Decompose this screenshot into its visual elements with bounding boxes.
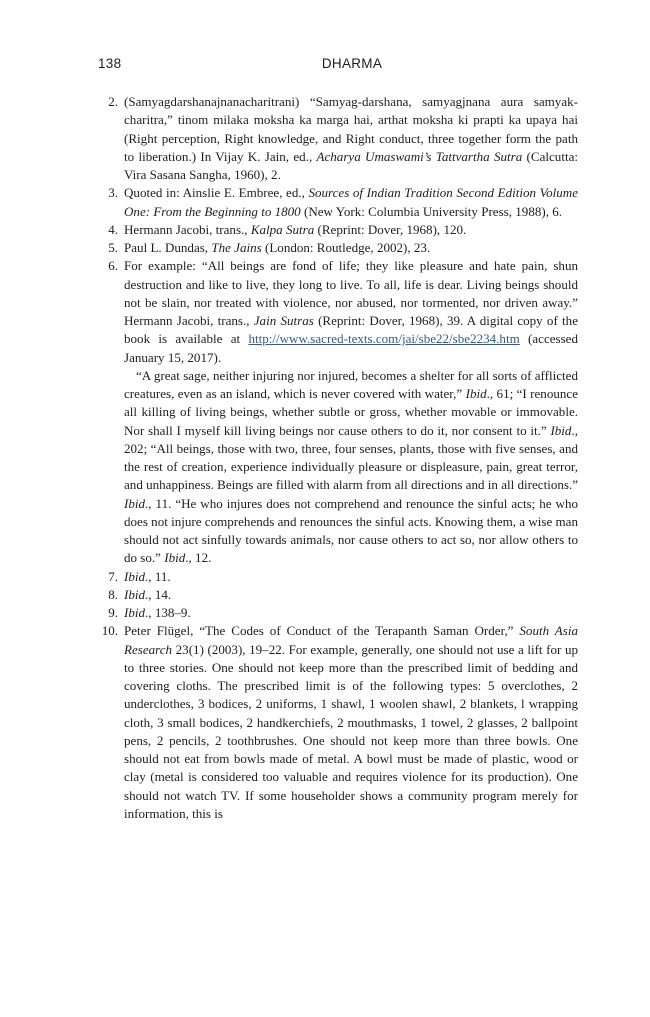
note-text: Paul L. Dundas, — [124, 240, 212, 255]
endnote-paragraph — [124, 367, 578, 568]
endnote-paragraph — [124, 239, 578, 257]
page-header — [98, 56, 578, 76]
endnote — [98, 568, 578, 586]
endnote — [98, 604, 578, 622]
note-text: ., 61; “I renounce all killing of living beings, whether subtle or gross, whether movable or immovable. Nor shall I myself kill living beings nor cause others to do it, nor consent to it.” — [124, 386, 578, 438]
italic-title: Ibid — [465, 386, 487, 401]
note-text: (Reprint: Dover, 1968), 120. — [314, 221, 467, 237]
endnote-paragraph — [124, 221, 578, 239]
note-text: (New York: Columbia University Press, 1988), 6. — [300, 203, 563, 219]
note-text: Peter Flügel, “The Codes of Conduct of the Terapanth Saman Order,” — [124, 623, 520, 639]
italic-title: The Jains — [211, 240, 262, 255]
endnote — [98, 184, 578, 221]
endnote — [98, 622, 578, 823]
italic-title: South Asia Research — [124, 623, 578, 657]
italic-title: Kalpa Sutra — [250, 221, 315, 237]
endnote-paragraph — [124, 93, 578, 184]
running-head: DHARMA — [321, 56, 383, 71]
endnote-number: 8. — [108, 586, 118, 602]
endnote-paragraph — [124, 257, 578, 367]
italic-title: Ibid — [550, 422, 572, 438]
note-text: ., 12. — [185, 550, 212, 566]
endnotes-list — [98, 93, 578, 823]
endnote — [98, 93, 578, 184]
endnote — [98, 221, 578, 239]
endnote-number: 4. — [108, 221, 118, 237]
note-text: (accessed January 15, 2017). — [124, 331, 578, 365]
italic-title: Acharya Umaswami’s Tattvartha Sutra — [316, 148, 523, 164]
endnote — [98, 586, 578, 604]
endnote-paragraph — [124, 586, 578, 604]
note-text: (London: Routledge, 2002), 23. — [261, 240, 431, 255]
note-text: ., 138–9. — [145, 605, 191, 620]
note-text: (Calcutta: Vira Sasana Sangha, 1960), 2. — [124, 148, 578, 182]
note-text: ., 11. “He who injures does not comprehend and renounce the sinful acts; he who does not injure comprehends and renounces the sinful acts. Knowing them, a wise man should not act sinfully towards animals, nor cause others to act so, nor allow others to do so.” — [124, 495, 578, 566]
endnote-number: 9. — [108, 605, 118, 620]
note-text: For example: “All beings are fond of life; they like pleasure and hate pain, shun destruction and like to live, they long to live. To all, life is dear. Living beings should not be slain, nor treated with violence, nor abused, nor tormented, nor driven away.” Hermann Jacobi, trans., — [124, 258, 578, 328]
endnote-paragraph — [124, 604, 578, 622]
endnote-number: 2. — [108, 94, 118, 109]
note-text: 23(1) (2003), 19–22. For example, generally, one should not use a lift for up to three stories. One should not keep more than the prescribed limit of bedding and covering cloths. The prescribed limit is of the following types: 5 overclothes, 2 underclothes, 3 bodices, 2 uniforms, 1 shawl, 1 woolen shawl, 2 blankets, l wrapping cloth, 3 small bodices, 2 handkerchiefs, 2 mouthmasks, 1 towel, 2 glasses, 2 ballpoint pens, 2 pencils, 2 toothbrushes. One should not keep more than three bowls. One should not eat from bowls made of metal. A bowl must be made of plastic, wood or clay (metal is considered too valuable and requires violence for its production). One should not watch TV. If some householder shows a community program merely for information, this is — [124, 641, 578, 821]
note-text: ., 11. — [145, 568, 171, 584]
endnote-paragraph — [124, 568, 578, 586]
endnote-number: 7. — [108, 568, 118, 584]
endnote-number: 6. — [108, 258, 118, 274]
note-text: Quoted in: Ainslie E. Embree, ed., — [124, 185, 309, 201]
italic-title: Ibid — [124, 586, 146, 602]
endnote — [98, 239, 578, 257]
endnote — [98, 257, 578, 567]
italic-title: Ibid — [164, 550, 186, 566]
endnote-number: 5. — [108, 240, 118, 255]
italic-title: Ibid — [124, 568, 146, 584]
italic-title: Jain Sutras — [253, 313, 314, 328]
note-text: ., 202; “All beings, those with two, three, four senses, plants, those with five senses, and the rest of creation, experience individually pleasure or displeasure, pain, great terror, and unhappiness. Beings are filled with alarm from all directions and in all directions.” — [124, 422, 578, 493]
note-text: Hermann Jacobi, trans., — [124, 221, 251, 237]
endnote-number: 10. — [101, 623, 118, 639]
page-number: 138 — [98, 56, 122, 71]
note-text: (Samyagdarshanajnanacharitrani) “Samyag-darshana, samyagjnana aura samyak-charitra,” tinom milaka moksha ka marga hai, arthat moksha ki prapti ka upaya hai (Right perception, Right knowledge, and Right conduct, three together form the path to liberation.) In Vijay K. Jain, ed., — [124, 94, 578, 164]
endnote-paragraph — [124, 622, 578, 823]
endnote-number: 3. — [108, 185, 118, 201]
url-link[interactable]: http://www.sacred-texts.com/jai/sbe22/sbe2234.htm — [248, 331, 520, 347]
note-text: ., 14. — [145, 586, 172, 602]
italic-title: Ibid — [124, 495, 146, 511]
italic-title: Ibid — [124, 605, 146, 620]
endnote-paragraph — [124, 184, 578, 221]
italic-title: Sources of Indian Tradition Second Edition Volume One: From the Beginning to 1800 — [124, 185, 578, 219]
note-text: “A great sage, neither injuring nor injured, becomes a shelter for all sorts of afflicted creatures, even as an island, which is never covered with water,” — [124, 367, 578, 401]
note-text: (Reprint: Dover, 1968), 39. A digital copy of the book is available at — [124, 313, 578, 347]
